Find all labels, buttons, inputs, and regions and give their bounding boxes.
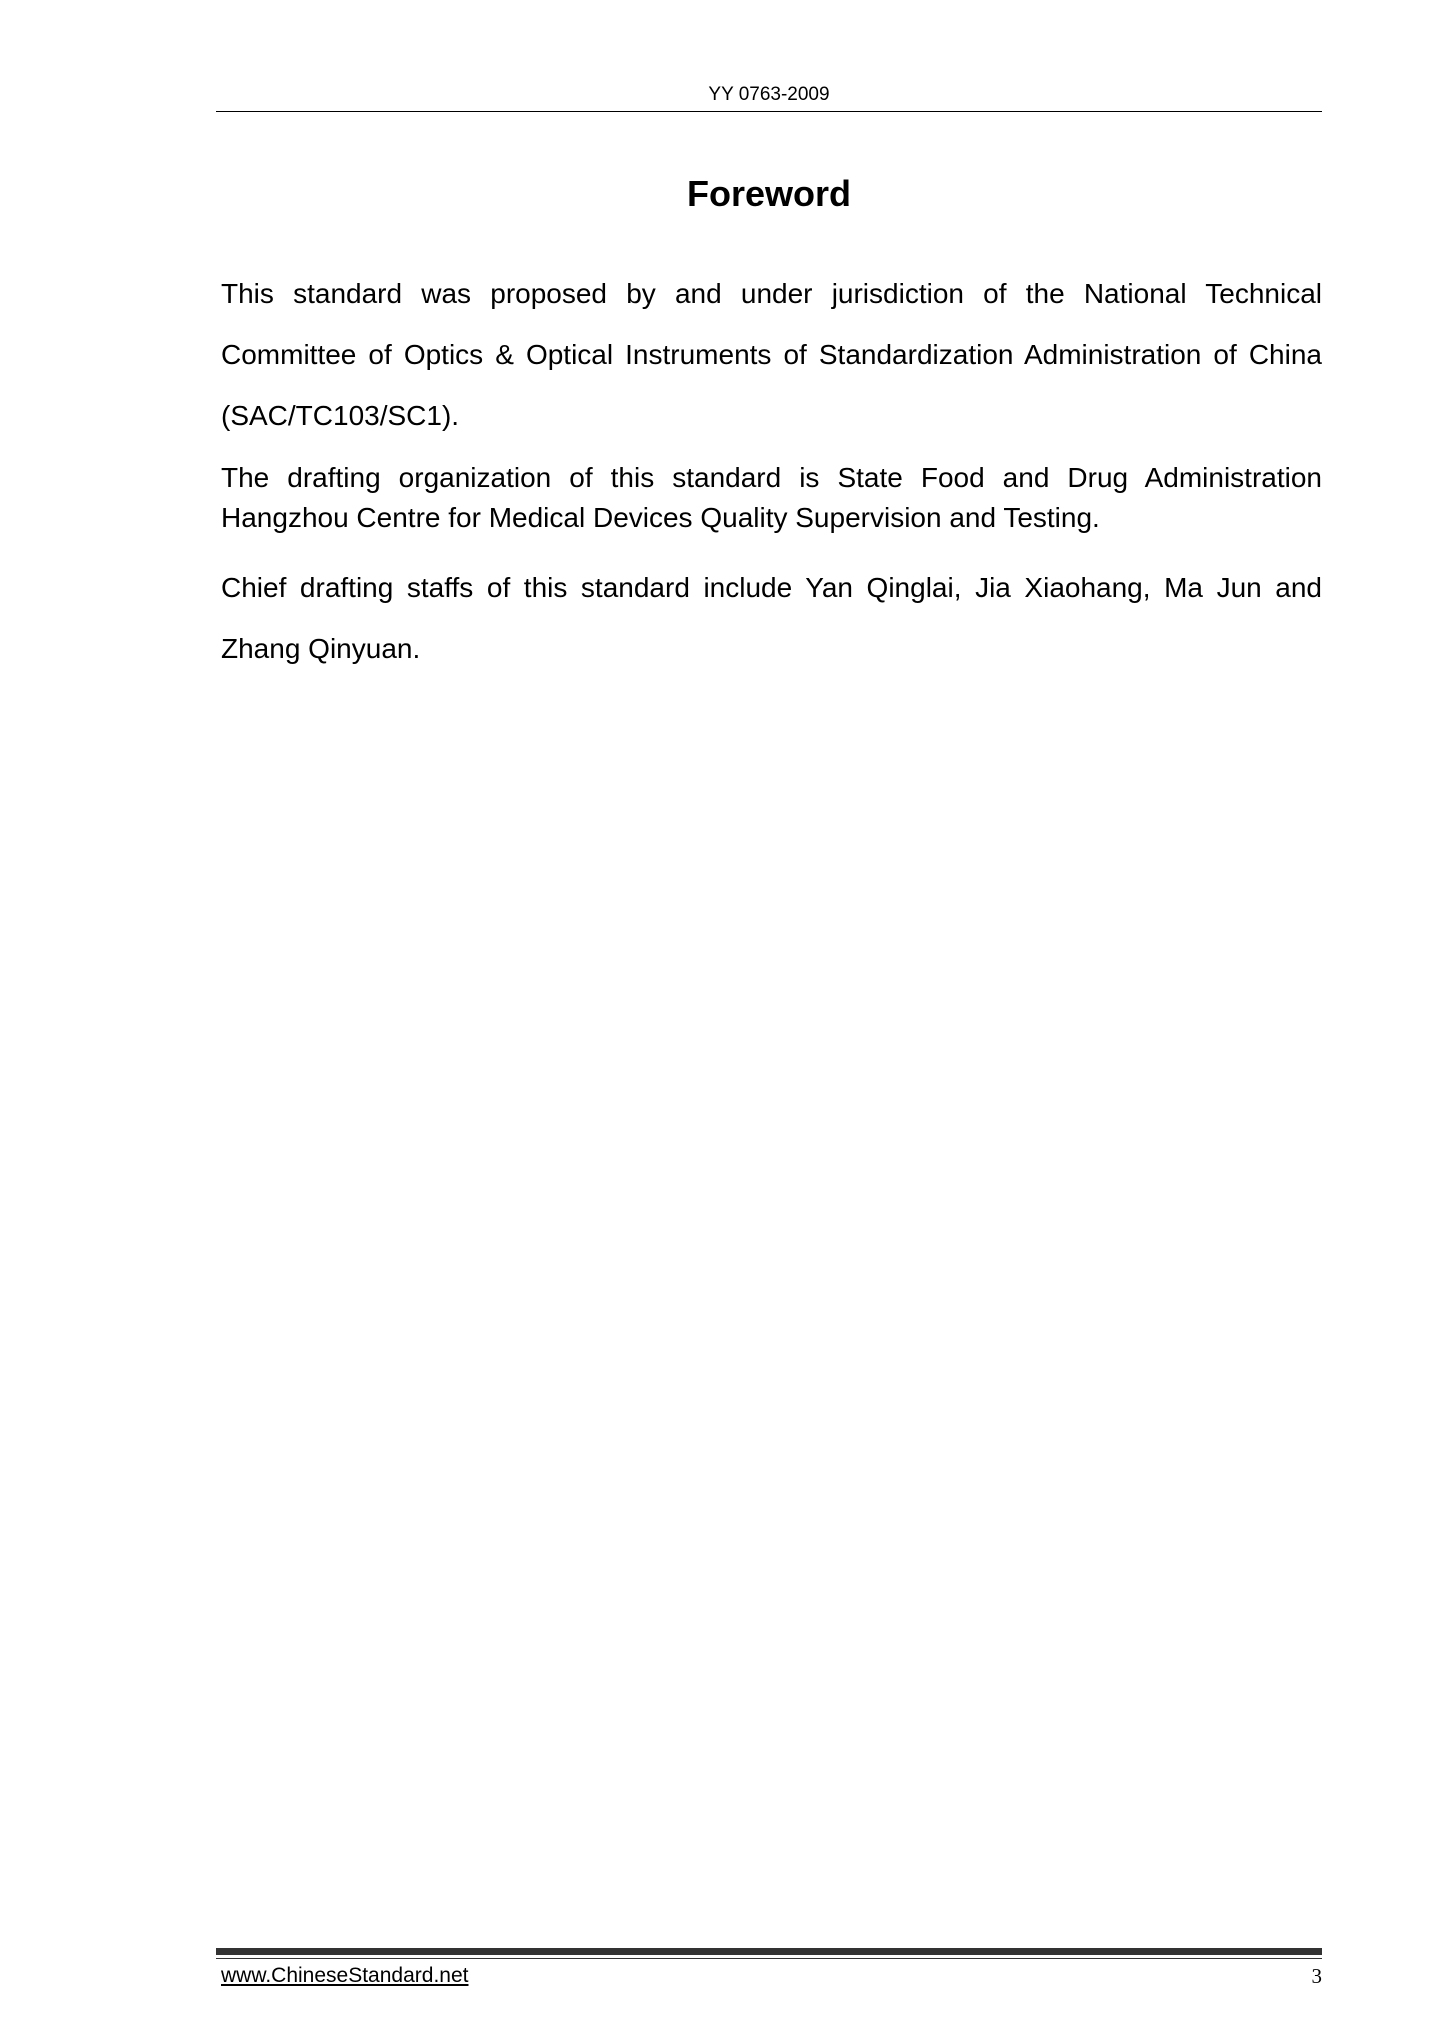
page-title: Foreword xyxy=(686,173,851,214)
header-divider xyxy=(216,111,1322,112)
paragraph-drafting-organization: The drafting organization of this standard is State Food and Drug Administration Hangzhou Centre for Medical Devices Quality Supervision and Testing. xyxy=(221,462,1322,533)
page-number: 3 xyxy=(1311,1964,1322,1988)
document-code-header: YY 0763-2009 xyxy=(708,84,830,105)
paragraph-proposal: This standard was proposed by and under jurisdiction of the National Technical Committee of Optics & Optical Instruments of Standardization Administration of China (SAC/TC103/SC1). xyxy=(221,278,1322,431)
footer-divider-thin xyxy=(216,1958,1322,1959)
footer-divider-thick xyxy=(216,1948,1322,1955)
paragraph-drafting-staff: Chief drafting staffs of this standard include Yan Qinglai, Jia Xiaohang, Ma Jun and Zhang Qinyuan. xyxy=(221,572,1322,664)
footer-website-link[interactable]: www.ChineseStandard.net xyxy=(221,1964,469,1987)
